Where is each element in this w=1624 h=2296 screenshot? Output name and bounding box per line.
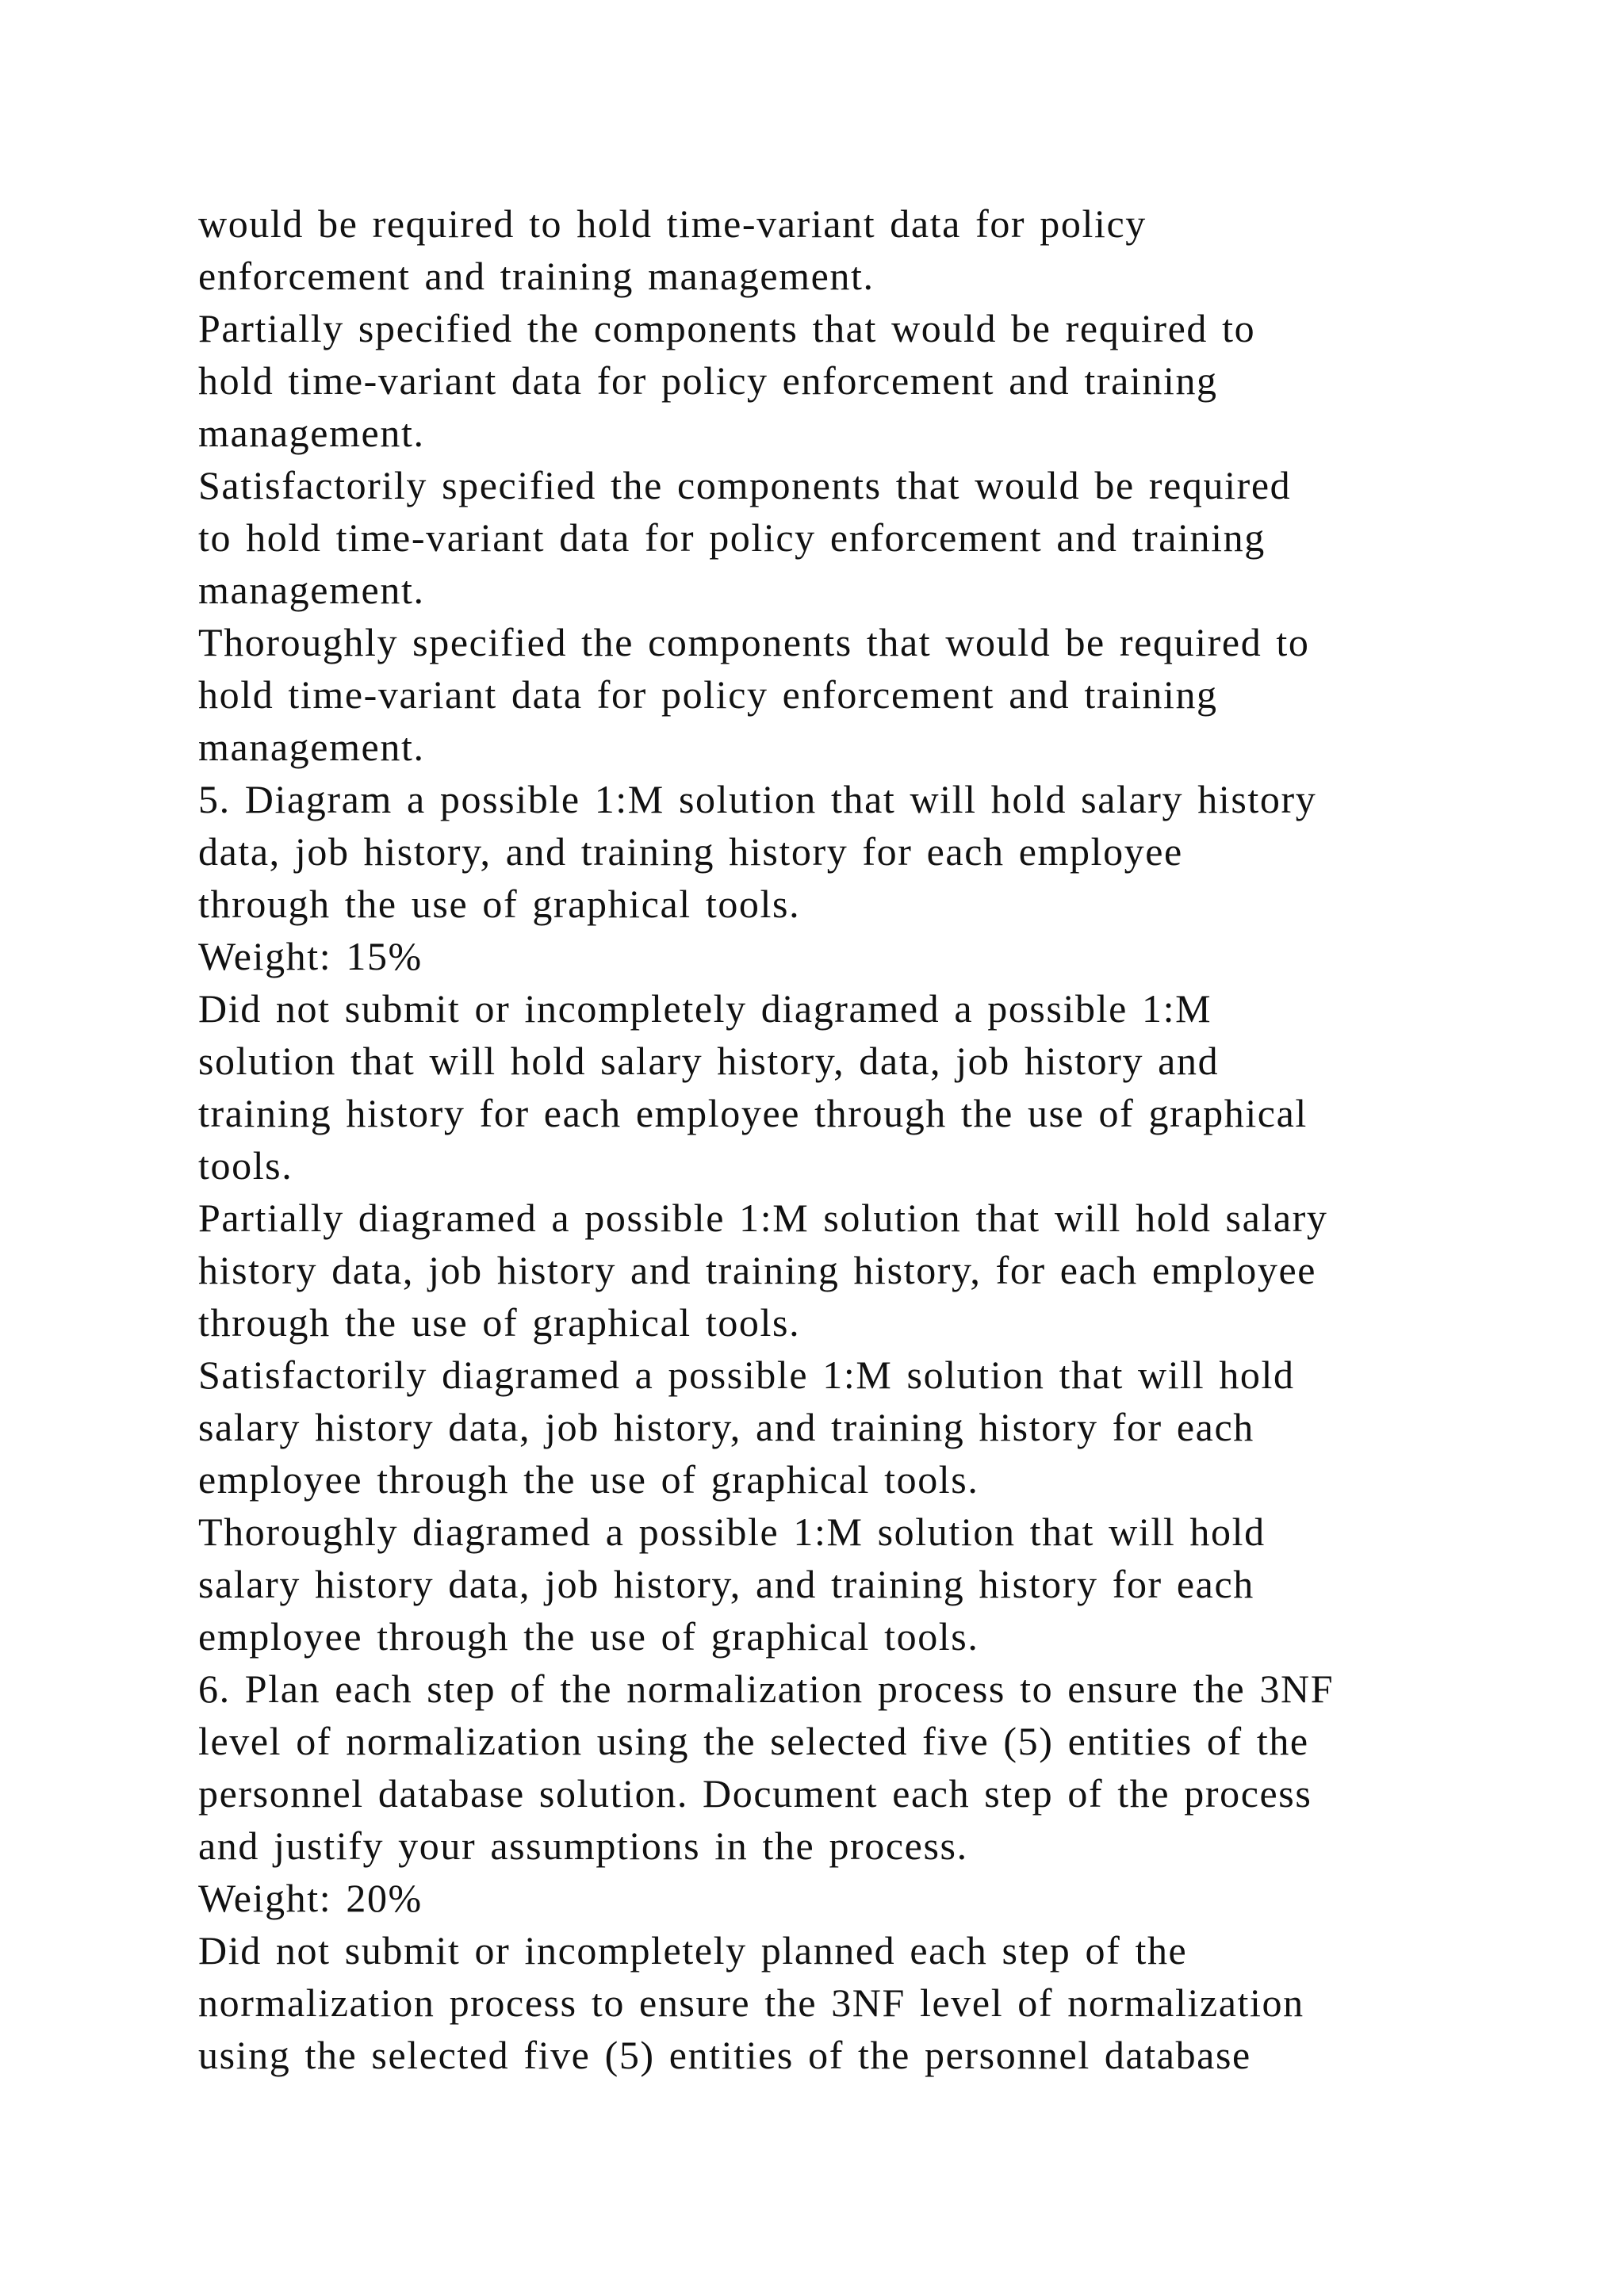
text-line: data, job history, and training history for each employee: [198, 829, 1183, 874]
document-body: [198, 197, 1530, 2081]
text-line: using the selected five (5) entities of the personnel database: [198, 2033, 1251, 2077]
text-line: employee through the use of graphical tools.: [198, 1614, 979, 1659]
text-line: tools.: [198, 1143, 293, 1188]
text-line: hold time-variant data for policy enforcement and training: [198, 672, 1218, 717]
text-line: enforcement and training management.: [198, 254, 875, 298]
text-line: history data, job history and training history, for each employee: [198, 1248, 1317, 1292]
text-line: and justify your assumptions in the process.: [198, 1823, 968, 1868]
weight-label: Weight: 15%: [198, 934, 423, 978]
text-line: training history for each employee through the use of graphical: [198, 1091, 1308, 1135]
text-line: salary history data, job history, and training history for each: [198, 1562, 1254, 1606]
text-line: salary history data, job history, and training history for each: [198, 1405, 1254, 1449]
text-line: through the use of graphical tools.: [198, 1300, 801, 1345]
text-line: Partially specified the components that would be required to: [198, 306, 1256, 350]
text-line: level of normalization using the selected five (5) entities of the: [198, 1719, 1309, 1763]
text-line: hold time-variant data for policy enforcement and training: [198, 358, 1218, 403]
section-heading-5: 5. Diagram a possible 1:M solution that will hold salary history: [198, 777, 1317, 821]
text-line: to hold time-variant data for policy enforcement and training: [198, 515, 1266, 560]
text-line: solution that will hold salary history, data, job history and: [198, 1039, 1220, 1083]
text-line: Thoroughly specified the components that would be required to: [198, 620, 1310, 664]
text-line: Satisfactorily diagramed a possible 1:M solution that will hold: [198, 1353, 1295, 1397]
text-line: through the use of graphical tools.: [198, 882, 801, 926]
text-line: Satisfactorily specified the components that would be required: [198, 463, 1292, 507]
text-line: management.: [198, 568, 425, 612]
text-line: would be required to hold time-variant data for policy: [198, 201, 1147, 246]
weight-label: Weight: 20%: [198, 1876, 423, 1920]
text-line: employee through the use of graphical tools.: [198, 1457, 979, 1502]
text-line: Did not submit or incompletely planned each step of the: [198, 1928, 1188, 1973]
text-line: Thoroughly diagramed a possible 1:M solution that will hold: [198, 1510, 1266, 1554]
text-line: Did not submit or incompletely diagramed a possible 1:M: [198, 986, 1212, 1031]
text-line: management.: [198, 725, 425, 769]
text-line: management.: [198, 411, 425, 455]
text-line: personnel database solution. Document each step of the process: [198, 1771, 1312, 1816]
text-line: normalization process to ensure the 3NF level of normalization: [198, 1980, 1304, 2025]
text-line: Partially diagramed a possible 1:M solution that will hold salary: [198, 1196, 1328, 1240]
section-heading-6: 6. Plan each step of the normalization process to ensure the 3NF: [198, 1667, 1335, 1711]
